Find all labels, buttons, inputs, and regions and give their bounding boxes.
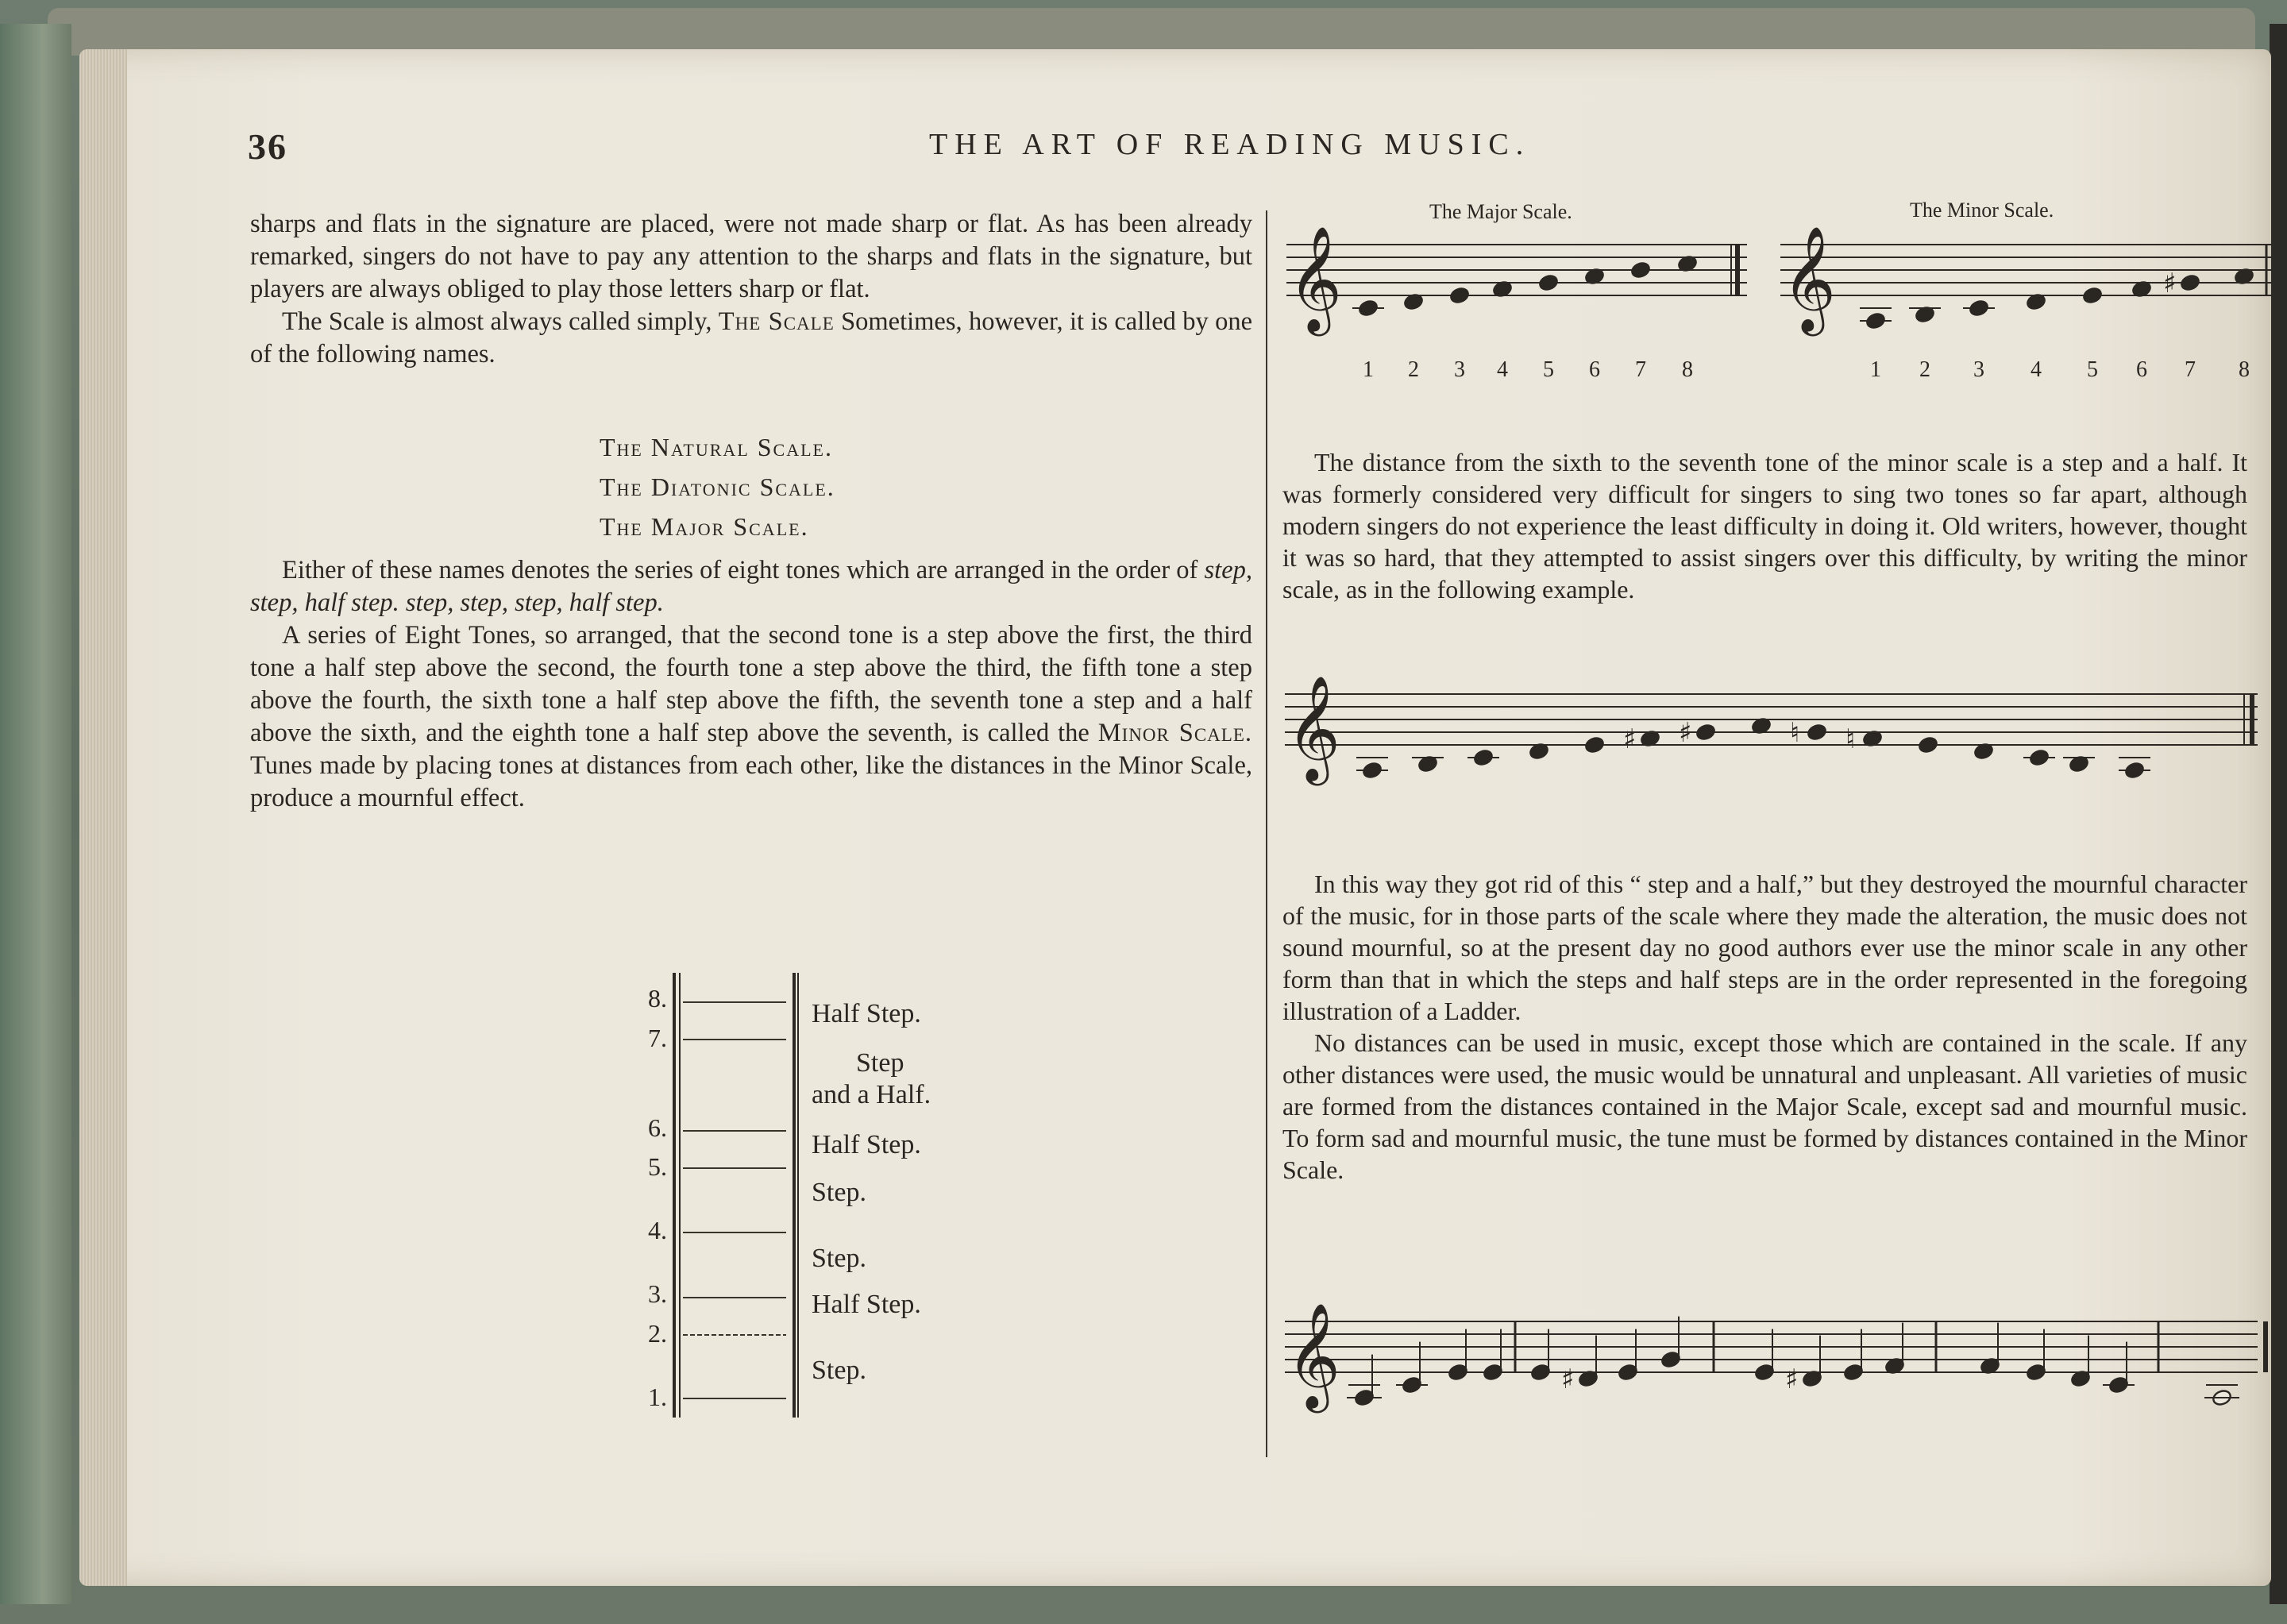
scale-degree-number: 4 [2031, 357, 2042, 382]
scale-degree-number: 2 [1408, 357, 1419, 382]
ladder-rung [683, 1167, 786, 1169]
cover-edge [48, 8, 2255, 56]
note-head [1584, 735, 1605, 754]
page-number: 36 [248, 126, 287, 167]
note-head [1630, 260, 1651, 279]
note-head [1538, 273, 1559, 291]
note-head [1695, 723, 1716, 741]
ladder-rung [683, 1398, 786, 1399]
scale-ladder-figure [627, 973, 1009, 1425]
altered-minor-scale-staff [1285, 675, 2270, 826]
ladder-rung [683, 1297, 786, 1298]
note-head [1358, 299, 1379, 317]
natural-sign: ♮ [1790, 717, 1800, 749]
ladder-rung [683, 1334, 786, 1336]
left-column-top [250, 208, 1252, 371]
ladder-label: Step. [812, 1356, 866, 1385]
scale-name: The Major Scale. [600, 512, 809, 541]
paragraph-3: Either of these names denotes the series of eight tones which are arranged in the order of step, step, half step. step, step, step, half step. [250, 556, 1252, 617]
scale-degree-number: 5 [2087, 357, 2098, 382]
ladder-label: Step. [812, 1244, 866, 1273]
major-scale-caption: The Major Scale. [1429, 200, 1572, 223]
sharp-sign: ♯ [2163, 268, 2177, 299]
scale-degree-number: 6 [1589, 357, 1600, 382]
sharp-sign: ♯ [1785, 1364, 1799, 1395]
ladder-number: 2. [648, 1319, 667, 1348]
scale-degree-number: 8 [1682, 357, 1693, 382]
scale-degree-number: 7 [1635, 357, 1646, 382]
minor-scale-caption: The Minor Scale. [1910, 199, 2054, 222]
right-paragraph-2: In this way they got rid of this “ step and a half,” but they destroyed the mournful character of the music, for in those parts of the scale where they made the alteration, the music does not sound mournful, so at the present day no good authors ever use the minor scale in any other form than that in which the steps and half steps are in the order represented in the foregoing illustration of a Ladder. No distances can be used in music, except those which are contained in the scale. If any other distances were used, the music would be unnatural and unpleasant. All varieties of music are formed from the distances contained in the Major Scale, except sad and mournful music. To form sad and mournful music, the tune must be formed by distances contained in the Minor Scale. [1282, 870, 2247, 1184]
ladder-number: 5. [648, 1152, 667, 1181]
treble-clef: 𝄞 [1782, 226, 1837, 332]
note-head [1473, 748, 1494, 766]
page-edges [79, 49, 127, 1586]
paragraph-2: The Scale is almost always called simply, The Scale Sometimes, however, it is called by one of the following names. [250, 307, 1252, 368]
ladder-rung [683, 1001, 786, 1003]
right-paragraph-1: The distance from the sixth to the seventh tone of the minor scale is a step and a half. It was formerly considered very difficult for singers to sing two tones so far apart, although modern singers do not experience the least difficulty in doing it. Old writers, however, thought it was so hard, that they attempted to assist singers over this difficulty, by writing the minor scale, as in the following example. [1282, 448, 2247, 604]
ladder-rail [797, 973, 799, 1418]
treble-clef: 𝄞 [1288, 226, 1343, 332]
scale-degree-number: 2 [1919, 357, 1930, 382]
ladder-label: Half Step. [812, 999, 921, 1028]
treble-clef: 𝄞 [1286, 675, 1341, 781]
ladder-rung [683, 1232, 786, 1233]
scale-degree-number: 3 [1454, 357, 1465, 382]
ladder-rail [679, 973, 681, 1418]
scale-names-list [600, 427, 835, 546]
ladder-number: 6. [648, 1113, 667, 1142]
note-head [2082, 286, 2103, 304]
scale-degree-number: 1 [1870, 357, 1881, 382]
scale-degree-number: 4 [1497, 357, 1508, 382]
paragraph-4: A series of Eight Tones, so arranged, that the second tone is a step above the first, the third tone a half step above the second, the fourth tone a step above the third, the fifth tone a step above the fourth, the sixth tone a half step above the fifth, the seventh tone a step and a half above the sixth, and the eighth tone a half step above the seventh, is called the Minor Scale. Tunes made by placing tones at distances from each other, like the distances in the Minor Scale, produce a mournful effect. [250, 621, 1252, 812]
minor-scale-staff [1780, 226, 2273, 362]
scale-degree-number: 3 [1973, 357, 1984, 382]
column-divider [1266, 210, 1267, 1457]
ladder-rail [793, 973, 796, 1418]
ladder-number: 1. [648, 1383, 667, 1411]
minor-tune-staff [1285, 1302, 2270, 1453]
note-head [1969, 299, 1989, 317]
ladder-number: 4. [648, 1216, 667, 1244]
ladder-label: and a Half. [812, 1080, 931, 1109]
book-spine [0, 24, 71, 1604]
ladder-rung [683, 1130, 786, 1132]
ladder-rail [673, 973, 676, 1418]
running-title: THE ART OF READING MUSIC. [929, 128, 1531, 161]
note-head [2180, 273, 2200, 291]
note-head [2029, 748, 2050, 766]
ladder-number: 8. [648, 984, 667, 1013]
ladder-label: Step. [812, 1178, 866, 1207]
scale-degree-number: 6 [2136, 357, 2147, 382]
scale-name: The Natural Scale. [600, 433, 833, 461]
sharp-sign: ♯ [1679, 717, 1692, 749]
scale-name: The Diatonic Scale. [600, 473, 835, 501]
major-scale-staff [1286, 226, 1747, 362]
ladder-label: Half Step. [812, 1290, 921, 1319]
note-head [1918, 735, 1938, 754]
scale-degree-number: 1 [1363, 357, 1374, 382]
ladder-number: 3. [648, 1279, 667, 1308]
scale-degree-number: 8 [2239, 357, 2250, 382]
ladder-label: Step [856, 1048, 904, 1078]
scale-degree-number: 7 [2185, 357, 2196, 382]
note-head [1807, 723, 1827, 741]
left-column-bottom [250, 554, 1252, 815]
sharp-sign: ♯ [1623, 723, 1637, 755]
treble-clef: 𝄞 [1286, 1302, 1341, 1409]
sharp-sign: ♯ [1561, 1364, 1575, 1395]
scale-degree-number: 5 [1543, 357, 1554, 382]
ladder-label: Half Step. [812, 1130, 921, 1159]
note-head [1449, 286, 1470, 304]
paragraph-1: sharps and flats in the signature are placed, were not made sharp or flat. As has been already remarked, singers do not have to pay any attention to the sharps and flats in the signature, but players are always obliged to play those letters sharp or flat. [250, 210, 1252, 303]
ladder-rung [683, 1039, 786, 1040]
natural-sign: ♮ [1845, 723, 1856, 755]
ladder-number: 7. [648, 1024, 667, 1052]
